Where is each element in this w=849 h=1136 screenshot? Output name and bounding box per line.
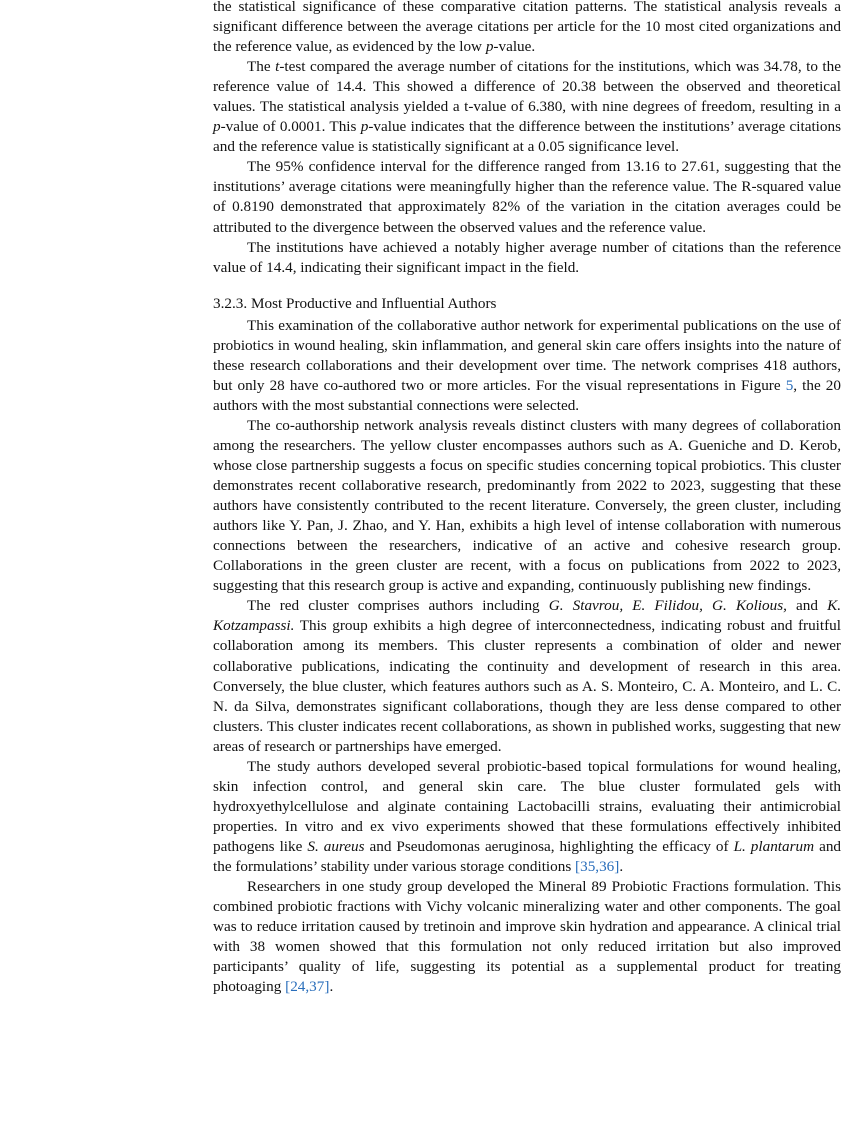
italic-run: L. plantarum — [733, 837, 815, 855]
text-run: The — [247, 58, 276, 76]
italic-run: p — [485, 38, 494, 56]
text-run: The red cluster comprises authors including — [247, 597, 549, 615]
citation-link[interactable]: [35,36] — [575, 857, 620, 875]
text-run: and Pseudomonas aeruginosa, highlighting the efficacy of — [364, 837, 734, 855]
text-run: -test compared the average number of citations for the institutions, which was 34.78, to the reference value of 14.4. This showed a difference of 20.38 between the observed and theoretical values. The statistical analysis yielded a t-value of 6.380, with nine degrees of freedom, resulting in a — [213, 58, 841, 116]
italic-run: t — [275, 58, 280, 76]
text-run: and — [786, 597, 828, 615]
paragraph-confidence-interval: The 95% confidence interval for the difference ranged from 13.16 to 27.61, suggesting that the institutions’ average citations were meaningfully higher than the reference value. The R-squared value of 0.8190 demonstrated that approximately 82% of the variation in the citation averages could be attributed to the divergence between the observed values and the reference value. — [213, 158, 841, 236]
italic-run: K. Kotzampassi. — [213, 597, 842, 635]
paragraph-formulations — [213, 757, 841, 877]
section-heading: 3.2.3. Most Productive and Influential Authors — [213, 294, 497, 312]
text-run: , the 20 authors with the most substantial connections were selected. — [213, 376, 841, 414]
paragraph-stat-significance — [213, 0, 841, 57]
text-run: -value of 0.0001. This — [220, 118, 361, 136]
text-run: and the formulations’ stability under various storage conditions — [213, 837, 842, 875]
paragraph-author-network — [213, 316, 841, 416]
text-run: The study authors developed several probiotic-based topical formulations for wound healing, skin infection control, and general skin care. The blue cluster formulated gels with hydroxyethylcellulose and alginate containing Lactobacilli strains, evaluating their antimicrobial properties. In vitro and ex vivo experiments showed that these formulations effectively inhibited pathogens like — [213, 757, 841, 855]
paragraph-institutions-summary: The institutions have achieved a notably higher average number of citations than the reference value of 14.4, indicating their significant impact in the field. — [213, 238, 841, 276]
text-run: -value indicates that the difference between the institutions’ average citations and the reference value is statistically significant at a 0.05 significance level. — [213, 118, 841, 156]
text-run: the statistical significance of these comparative citation patterns. The statistical analysis reveals a significant difference between the average citations per article for the 10 most cited organizations and the reference value, as evidenced by the low — [213, 0, 841, 56]
text-run: This examination of the collaborative author network for experimental publications on the use of probiotics in wound healing, skin inflammation, and general skin care offers insights into the nature of these research collaborations and their development over time. The network comprises 418 authors, but only 28 have co-authored two or more articles. For the visual representations in Figure — [213, 316, 841, 394]
paragraph-red-blue-clusters — [213, 596, 841, 756]
text-run: . — [329, 978, 334, 996]
figure-link[interactable]: 5 — [785, 376, 794, 394]
text-run: -value. — [493, 38, 536, 56]
italic-run: p — [360, 118, 369, 136]
article-body — [213, 0, 841, 997]
italic-run: p — [213, 118, 221, 136]
italic-run: G. Stavrou, E. Filidou, G. Kolious, — [548, 597, 787, 615]
text-run: This group exhibits a high degree of interconnectedness, indicating robust and fruitful collaboration among its members. This cluster represents a combination of older and newer collaborative publications, indicating the continuity and development of research in this area. Conversely, the blue cluster, which features authors such as A. S. Monteiro, C. A. Monteiro, and L. C. N. da Silva, demonstrates significant collaborations, though they are less dense compared to other clusters. This cluster indicates recent collaborations, as shown in published works, suggesting that new areas of research or partnerships have emerged. — [213, 617, 841, 755]
citation-link[interactable]: [24,37] — [285, 978, 330, 996]
text-run: Researchers in one study group developed the Mineral 89 Probiotic Fractions formulation. This combined probiotic fractions with Vichy volcanic mineralizing water and other components. The goal was to reduce irritation caused by tretinoin and improve skin hydration and appearance. A clinical trial with 38 women showed that this formulation not only reduced irritation but also improved participants’ quality of life, suggesting its potential as a supplemental product for treating photoaging — [213, 878, 841, 996]
text-run: . — [619, 857, 624, 875]
paragraph-coauthorship-clusters: The co-authorship network analysis reveals distinct clusters with many degrees of collaboration among the researchers. The yellow cluster encompasses authors such as A. Gueniche and D. Kerob, whose close partnership suggests a focus on specific studies concerning topical probiotics. This cluster demonstrates recent collaborative research, predominantly from 2022 to 2023, suggesting that these authors have consistently contributed to the recent literature. Conversely, the green cluster, including authors like Y. Pan, J. Zhao, and Y. Han, exhibits a high level of intense collaboration with numerous connections between the researchers, indicative of an active and cohesive research group. Collaborations in the green cluster are recent, with a focus on publications from 2022 to 2023, suggesting that this research group is active and expanding, continuously publishing new findings. — [213, 416, 841, 595]
paragraph-mineral-89 — [213, 877, 841, 997]
italic-run: S. aureus — [307, 837, 365, 855]
paragraph-t-test — [213, 57, 841, 157]
